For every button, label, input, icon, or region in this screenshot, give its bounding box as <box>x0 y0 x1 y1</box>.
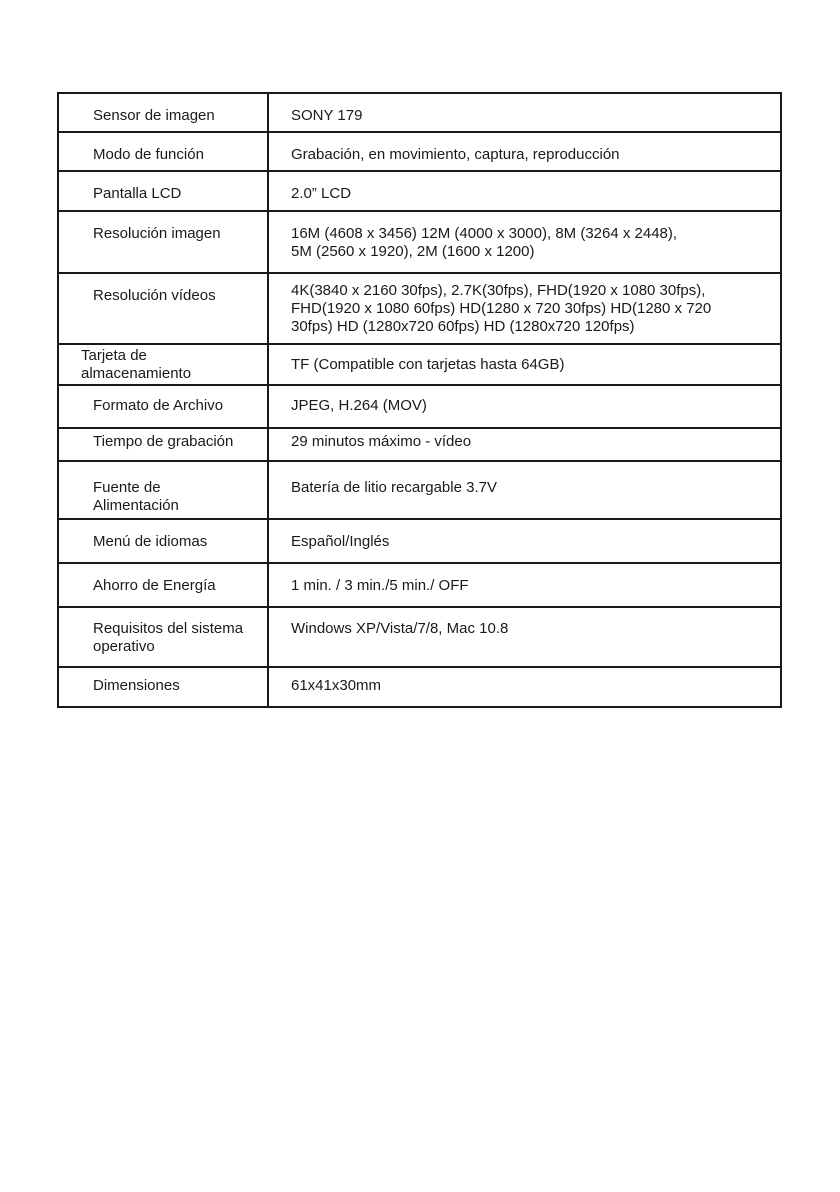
row-label-line: almacenamiento <box>81 365 192 382</box>
label-cell <box>58 461 268 519</box>
table-row <box>58 519 781 563</box>
label-cell <box>58 132 268 171</box>
row-label-line: Requisitos del sistema <box>93 620 244 637</box>
table-row <box>58 93 781 132</box>
row-value-line: 16M (4608 x 3456) 12M (4000 x 3000), 8M (3264 x 2448), <box>291 225 678 242</box>
label-cell <box>58 563 268 607</box>
table-row <box>58 344 781 385</box>
row-value: TF (Compatible con tarjetas hasta 64GB) <box>291 356 565 373</box>
value-cell <box>268 273 781 344</box>
row-label: Sensor de imagen <box>93 107 215 124</box>
table-row <box>58 132 781 171</box>
value-cell <box>268 344 781 385</box>
row-value-line: 30fps) HD (1280x720 60fps) HD (1280x720 120fps) <box>291 318 635 335</box>
label-cell <box>58 93 268 132</box>
label-cell <box>58 344 268 385</box>
row-label: Resolución imagen <box>93 225 221 242</box>
label-cell <box>58 667 268 707</box>
table-row <box>58 667 781 707</box>
value-cell <box>268 171 781 211</box>
row-label: Formato de Archivo <box>93 397 224 414</box>
row-label-line: Tarjeta de <box>81 347 147 364</box>
row-label: Menú de idiomas <box>93 533 208 550</box>
row-value: Batería de litio recargable 3.7V <box>291 479 497 496</box>
label-cell <box>58 171 268 211</box>
row-label: Modo de función <box>93 146 204 163</box>
table-row <box>58 171 781 211</box>
row-label-line: Alimentación <box>93 497 179 514</box>
row-value: Grabación, en movimiento, captura, reproducción <box>291 146 620 163</box>
label-cell <box>58 211 268 273</box>
table-row <box>58 607 781 667</box>
label-cell <box>58 607 268 667</box>
row-value-line: 5M (2560 x 1920), 2M (1600 x 1200) <box>291 243 535 260</box>
row-value: Español/Inglés <box>291 533 390 550</box>
value-cell <box>268 563 781 607</box>
label-cell <box>58 273 268 344</box>
row-value: 2.0” LCD <box>291 185 352 202</box>
value-cell <box>268 607 781 667</box>
value-cell <box>268 132 781 171</box>
value-cell <box>268 519 781 563</box>
row-label: Dimensiones <box>93 677 180 694</box>
value-cell <box>268 211 781 273</box>
row-value: 1 min. / 3 min./5 min./ OFF <box>291 577 469 594</box>
row-label: Pantalla LCD <box>93 185 182 202</box>
row-label-line: operativo <box>93 638 155 655</box>
label-cell <box>58 519 268 563</box>
table-row <box>58 211 781 273</box>
value-cell <box>268 461 781 519</box>
label-cell <box>58 385 268 428</box>
row-label: Ahorro de Energía <box>93 577 216 594</box>
row-value-line: FHD(1920 x 1080 60fps) HD(1280 x 720 30fps) HD(1280 x 720 <box>291 300 712 317</box>
row-value-line: 4K(3840 x 2160 30fps), 2.7K(30fps), FHD(1920 x 1080 30fps), <box>291 282 706 299</box>
table-row <box>58 385 781 428</box>
spec-table <box>57 92 782 708</box>
row-value: JPEG, H.264 (MOV) <box>291 397 427 414</box>
row-label: Resolución vídeos <box>93 287 216 304</box>
row-value: 29 minutos máximo - vídeo <box>291 433 472 450</box>
table-row <box>58 563 781 607</box>
table-row <box>58 428 781 461</box>
value-cell <box>268 667 781 707</box>
value-cell <box>268 428 781 461</box>
row-label-line: Fuente de <box>93 479 161 496</box>
value-cell <box>268 385 781 428</box>
row-label: Tiempo de grabación <box>93 433 234 450</box>
table-row <box>58 273 781 344</box>
row-value: Windows XP/Vista/7/8, Mac 10.8 <box>291 620 509 637</box>
row-value: 61x41x30mm <box>291 677 382 694</box>
value-cell <box>268 93 781 132</box>
table-row <box>58 461 781 519</box>
row-value: SONY 179 <box>291 107 363 124</box>
label-cell <box>58 428 268 461</box>
